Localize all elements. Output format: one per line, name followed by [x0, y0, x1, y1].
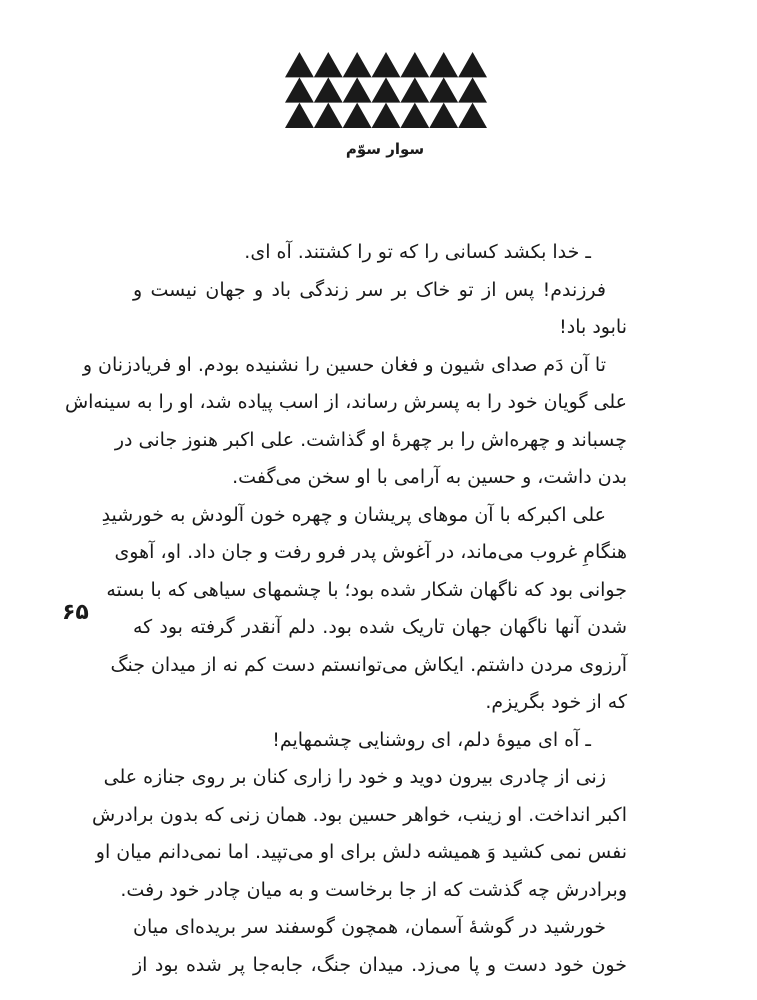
ornament-triangle — [400, 77, 429, 102]
ornament-triangle — [314, 103, 343, 128]
text-line: شدن آنها ناگهان جهان تاریک شده بود. دلم آنقدر گرفته بود که — [133, 616, 627, 638]
text-line: تا آن دَم صدای شیون و فغان حسین را نشنیده بودم. او فریادزنان و — [82, 353, 606, 376]
triangle-pattern-ornament-icon — [285, 52, 487, 128]
ornament-triangle — [372, 52, 401, 77]
text-line: اکبر انداخت. او زینب، خواهر حسین بود. همان زنی که بدون برادرش — [91, 803, 627, 826]
text-line: چسباند و چهره‌اش را بر چهرهٔ او گذاشت. علی اکبر هنوز جانی در — [114, 428, 627, 451]
ornament-triangle — [343, 52, 372, 77]
text-line: که از خود بگریزم. — [485, 691, 627, 713]
ornament-triangle — [314, 52, 343, 77]
chapter-title: سوار سوّم — [345, 140, 425, 158]
ornament-triangle — [458, 103, 487, 128]
ornament-triangle — [429, 103, 458, 128]
text-line: علی اکبرکه با آن موهای پریشان و چهره خون آلودش به خورشیدِ — [101, 503, 606, 526]
ornament-triangle — [400, 103, 429, 128]
ornament-triangle — [285, 52, 314, 77]
text-line: فرزندم! پس از تو خاک بر سر زندگی باد و جهان نیست و — [133, 278, 606, 301]
text-line: هنگامِ غروب می‌ماند، در آغوش پدر فرو رفت و جان داد. او، آهوی — [114, 541, 627, 563]
ornament-triangle — [343, 77, 372, 102]
text-line: علی گویان خود را به پسرش رساند، از اسب پیاده شد، او را به سینه‌اش — [64, 391, 627, 413]
ornament-triangle — [314, 77, 343, 102]
text-line: زنی از چادری بیرون دوید و خود را زاری کنان بر روی جنازه علی — [103, 766, 606, 788]
ornament-triangle — [458, 52, 487, 77]
ornament-triangle — [429, 77, 458, 102]
text-line: نفس نمی کشید وَ همیشه دلش برای او می‌تپید. اما نمی‌دانم میان او — [95, 841, 627, 863]
text-line: خون خود دست و پا می‌زد. میدان جنگ، جابه‌جا پر شده بود از — [133, 953, 627, 976]
ornament-triangle — [372, 77, 401, 102]
ornament-triangle — [343, 103, 372, 128]
ornament-triangle — [285, 103, 314, 128]
text-line: وبرادرش چه گذشت که از جا برخاست و به میان چادر خود رفت. — [120, 878, 627, 901]
ornament-triangle — [285, 77, 314, 102]
ornament-triangle — [372, 103, 401, 128]
ornament-triangle — [400, 52, 429, 77]
ornament-triangle — [429, 52, 458, 77]
text-line: بدن داشت، و حسین به آرامی با او سخن می‌گفت. — [232, 466, 627, 488]
text-line: ـ خدا بکشد کسانی را که تو را کشتند. آه ای. — [244, 241, 591, 263]
page-number: ۶۵ — [62, 600, 89, 625]
text-line: آرزوی مردن داشتم. ایکاش می‌توانستم دست کم نه از میدان جنگ — [110, 653, 627, 676]
text-line: جوانی بود که ناگهان شکار شده بود؛ با چشمهای سیاهی که با بسته — [106, 578, 627, 601]
text-line: ـ آه ای میوهٔ دلم، ای روشنایی چشمهایم! — [272, 728, 591, 751]
text-line: خورشید در گوشهٔ آسمان، همچون گوسفند سر بریده‌ای میان — [133, 916, 606, 938]
text-line: نابود باد! — [559, 316, 627, 338]
ornament-triangle — [458, 77, 487, 102]
